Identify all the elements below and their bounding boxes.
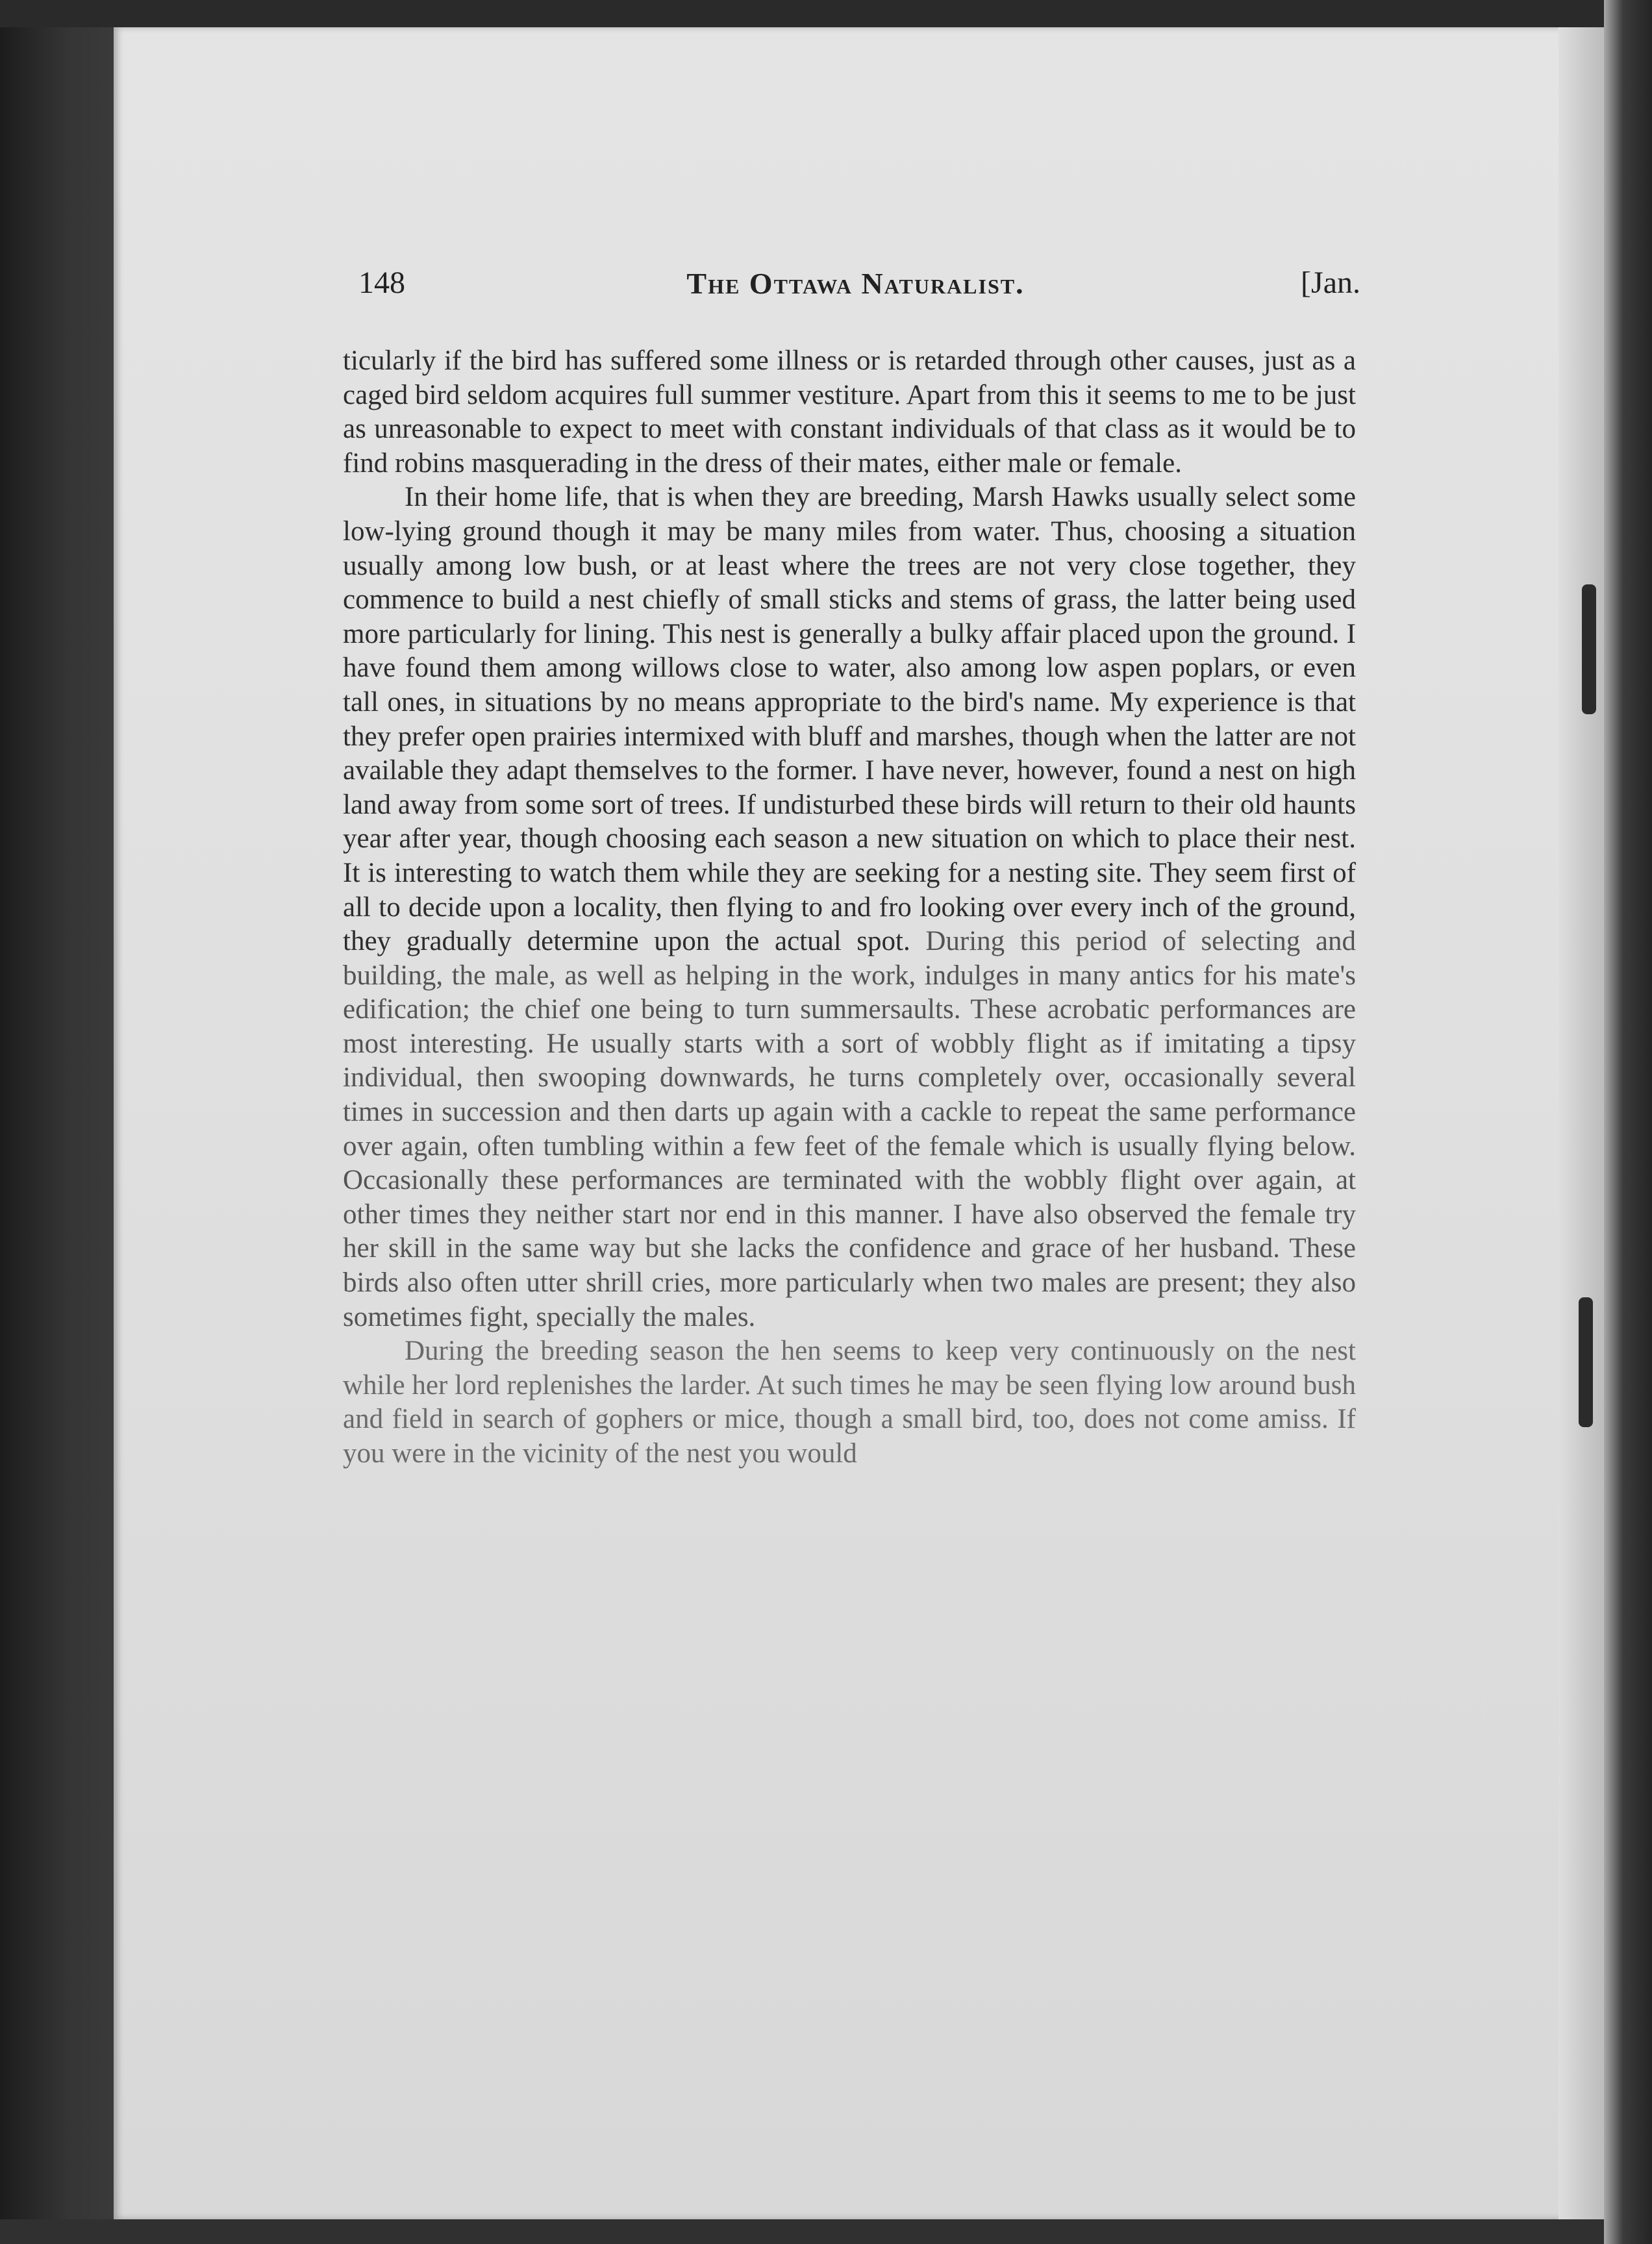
paragraph-breeding-season: During the breeding season the hen seems to keep very continuously on the nest while her lord replenishes the larder. At such times he may be seen flying low around bush and field in search of gophers or mice, though a small bird, too, does not come amiss. If you were in the vicinity of the nest you would <box>343 1336 1356 1469</box>
binding-mark-upper <box>1582 584 1596 714</box>
paragraph-home-life-part-2: During this period of selecting and building, the male, as well as helping in the work, indulges in many antics for his mate's edification; the chief one being to turn summersaults. These acrobatic performances are most interesting. He usually starts with a sort of wobbly flight as if imitating a tipsy individual, then swooping downwards, he turns completely over, occasionally several times in succession and then darts up again with a cackle to repeat the same performance over again, often tumbling within a few feet of the female which is usually flying below. Occasionally these performances are terminated with the wobbly flight over again, at other times they neither start nor end in this manner. I have also observed the female try her skill in the same way but she lacks the confidence and grace of her husband. These birds also often utter shrill cries, more particularly when two males are present; they also sometimes fight, specially the males. <box>343 926 1356 1332</box>
scanner-frame-left <box>0 0 114 2244</box>
scanner-frame-top <box>0 0 1652 27</box>
paragraph-continued: ticularly if the bird has suffered some illness or is retarded through other causes, just as a caged bird seldom acquires full summer vestiture. Apart from this it seems to me to be just as unreasonable to expect to meet with constant individuals of that class as it would be to find robins masquerading in the dress of their mates, either male or female. <box>343 345 1356 479</box>
scanner-frame-bottom <box>0 2219 1652 2244</box>
paragraph-home-life <box>343 480 1356 1334</box>
body-text <box>343 344 1356 1471</box>
scanner-frame-right <box>1604 0 1652 2244</box>
page-gutter <box>1558 27 1604 2219</box>
paragraph-home-life-part-1: In their home life, that is when they are breeding, Marsh Hawks usually select some low-lying ground though it may be many miles from water. Thus, choosing a situation usually among low bush, or at least where the trees are not very close together, they commence to build a nest chiefly of small sticks and stems of grass, the latter being used more particularly for lining. This nest is generally a bulky affair placed upon the ground. I have found them among willows close to water, also among low aspen poplars, or even tall ones, in situations by no means appropriate to the bird's name. My experience is that they prefer open prairies intermixed with bluff and marshes, though when the latter are not available they adapt themselves to the former. I have never, however, found a nest on high land away from some sort of trees. If undisturbed these birds will return to their old haunts year after year, though choosing each season a new situation on which to place their nest. It is interesting to watch them while they are seeking for a nesting site. They seem first of all to decide upon a locality, then flying to and fro looking over every inch of the ground, they gradually determine upon the actual spot. <box>343 482 1356 957</box>
issue-label: [Jan. <box>1301 266 1360 300</box>
page-header <box>351 260 1360 312</box>
binding-mark-lower <box>1579 1297 1593 1427</box>
running-title: The Ottawa Naturalist. <box>686 267 1025 300</box>
page-number: 148 <box>358 266 405 300</box>
